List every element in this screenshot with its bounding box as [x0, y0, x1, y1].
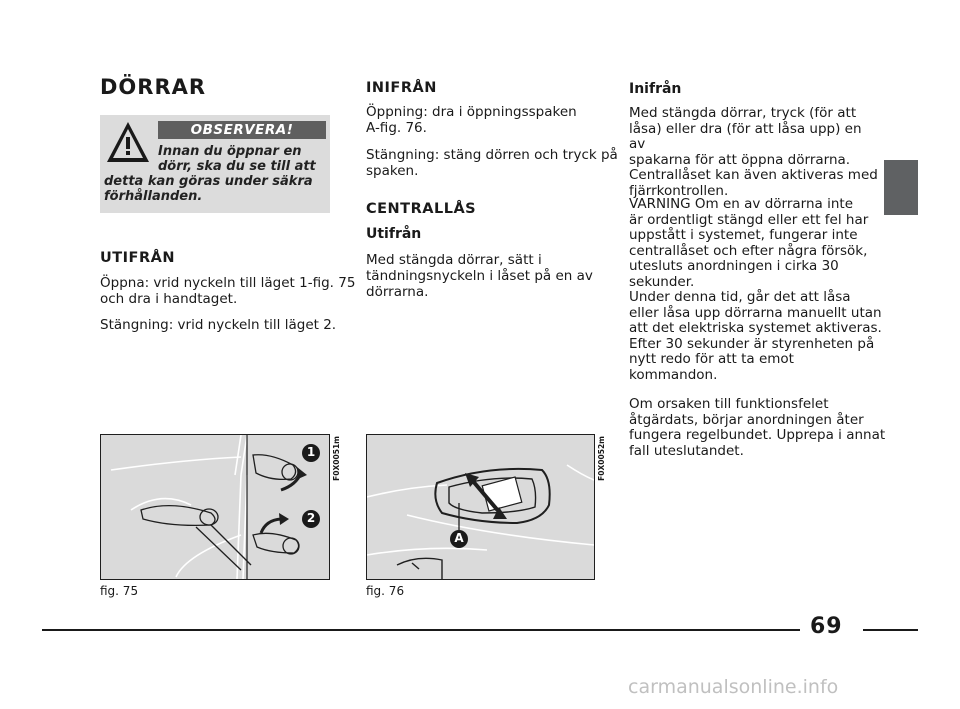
paragraph-line: och dra i handtaget.	[100, 291, 238, 307]
paragraph-line: Om orsaken till funktionsfelet	[629, 396, 829, 412]
paragraph-line: uppstått i systemet, fungerar inte	[629, 227, 858, 243]
interior-lever-illustration	[367, 435, 594, 579]
figure-code: F0X0051m	[332, 436, 341, 481]
marker-2-label: 2	[306, 511, 316, 525]
footer-rule-left	[42, 629, 800, 631]
paragraph-line: nytt redo för att ta emot	[629, 351, 794, 367]
paragraph-line: VARNING Om en av dörrarna inte	[629, 196, 853, 212]
paragraph-line: Öppna: vrid nyckeln till läget 1-fig. 75	[100, 275, 356, 291]
paragraph-line: tändningsnyckeln i låset på en av	[366, 268, 593, 284]
paragraph-line: Under denna tid, går det att låsa	[629, 289, 851, 305]
section-heading-centrallas: CENTRALLÅS	[366, 201, 477, 217]
paragraph-line: spakarna för att öppna dörrarna.	[629, 151, 851, 168]
page-heading: DÖRRAR	[100, 75, 207, 99]
paragraph-line: Efter 30 sekunder är styrenheten på	[629, 335, 875, 352]
paragraph-line: Öppning: dra i öppningsspaken	[366, 104, 577, 120]
warning-line-4: förhållanden.	[104, 189, 203, 204]
paragraph-line: Centrallåset kan även aktiveras med	[629, 167, 878, 183]
paragraph-line: fjärrkontrollen.	[629, 182, 729, 199]
footer-rule-right	[863, 629, 918, 631]
watermark: carmanualsonline.info	[628, 676, 839, 698]
figure-76	[366, 434, 595, 580]
paragraph-line: A-fig. 76.	[366, 120, 427, 136]
paragraph-line: Med stängda dörrar, tryck (för att	[629, 105, 857, 121]
paragraph-line: dörrarna.	[366, 284, 429, 300]
figure-caption: fig. 75	[100, 584, 139, 598]
warning-box	[100, 115, 330, 213]
paragraph-line: åtgärdats, börjar anordningen åter	[629, 411, 864, 428]
paragraph-3	[629, 397, 889, 459]
paragraph-line: Med stängda dörrar, sätt i	[366, 252, 542, 268]
figure-code: F0X0052m	[597, 436, 606, 481]
paragraph-line: Stängning: vrid nyckeln till läget 2.	[100, 317, 337, 333]
paragraph-line: är ordentligt stängd eller ett fel har	[629, 211, 869, 228]
warning-line-2: dörr, ska du se till att	[158, 159, 316, 174]
section-heading-utifran: UTIFRÅN	[100, 250, 175, 266]
paragraph-1	[629, 106, 879, 199]
paragraph-line: låsa) eller dra (för att låsa upp) en av	[629, 120, 862, 152]
marker-a-label: A	[454, 531, 464, 545]
warning-line-3: detta kan göras under säkra	[104, 174, 313, 189]
paragraph-line: kommandon.	[629, 366, 718, 383]
section-heading-inifran: INIFRÅN	[366, 80, 437, 96]
paragraph-line: centrallåset och efter några försök,	[629, 242, 868, 259]
chapter-tab	[884, 160, 918, 215]
warning-triangle-icon	[105, 120, 151, 164]
paragraph-line: spaken.	[366, 163, 419, 179]
paragraph-line: Stängning: stäng dörren och tryck på	[366, 147, 618, 163]
paragraph-line: eller låsa upp dörrarna manuellt utan	[629, 304, 882, 321]
marker-1-label: 1	[306, 445, 316, 459]
subheading-inifran: Inifrån	[629, 81, 682, 97]
paragraph-line: att det elektriska systemet aktiveras.	[629, 320, 882, 336]
subheading-utifran: Utifrån	[366, 226, 422, 242]
figure-caption: fig. 76	[366, 584, 405, 598]
paragraph-line: sekunder.	[629, 273, 695, 290]
warning-label: OBSERVERA!	[158, 121, 326, 139]
warning-line-1: Innan du öppnar en	[158, 144, 302, 159]
paragraph-line: fall uteslutandet.	[629, 442, 744, 459]
figure-75	[100, 434, 330, 580]
door-handle-illustration	[101, 435, 329, 579]
page-number: 69	[810, 614, 843, 639]
paragraph-line: utesluts anordningen i cirka 30	[629, 258, 839, 274]
paragraph-2	[629, 197, 889, 383]
paragraph-line: fungera regelbundet. Upprepa i annat	[629, 427, 886, 443]
